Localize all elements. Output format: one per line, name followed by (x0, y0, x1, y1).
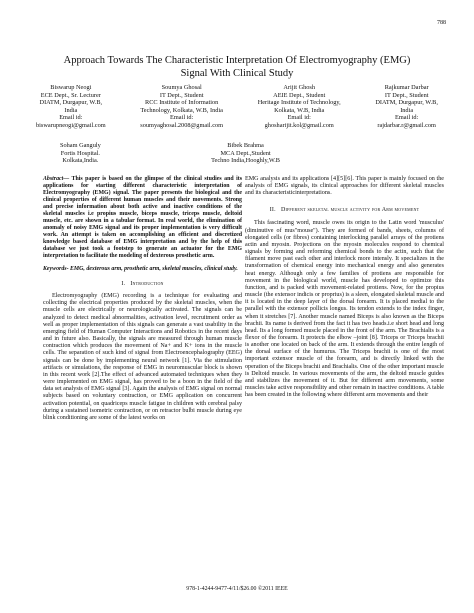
author-line: Techno India,Hooghly,W.B (211, 157, 280, 165)
author-line: Email id: (395, 114, 419, 122)
paper-title (40, 54, 434, 80)
author-line: Soumya Ghosal (161, 84, 202, 91)
author-line: Kolkata, W.B, India (274, 106, 325, 114)
author-email: ghosharijit.kol@gmail.com (264, 121, 334, 129)
author-line: India (64, 106, 78, 114)
section-1-number: I. (121, 281, 126, 287)
abstract (43, 176, 242, 260)
author-line: Soham Ganguly (60, 142, 101, 149)
author-line: AEIE Dept., Student (273, 91, 326, 99)
author-line: ECE Dept., Sr. Lecturer (40, 91, 101, 99)
author-line: Technology, Kolkata, W.B, India (140, 106, 223, 114)
author-email: soumyaghosal.2008@gmail.com (140, 121, 224, 129)
author-line: RCC Institute of Information (145, 99, 219, 107)
author-line: Rajkumar Darbar (384, 84, 429, 91)
section-2-body: This fascinating word, muscle owes its origin to the Latin word 'musculus' (diminutive of mus"mouse"). They are formed of bands, sheets, columns of elongated cells (or fibres) containing interlocking parallel arrays of the protiens actin and myosin. Projections on the myosin molecules respond to chemical signals by forming and reforming chemical bonds to the actin, such that the filament move past each other and interlock more intensly. It specializes in the transformation of chemical energy into mechanical energy and also generates heat energy. Although only a few families of protiens are responsible for movement in the biological world, muscle has developed to optimize this function, and is packed with movement-related protiens. Now, for the propius muscle (the extensor indicis or proprius) is a sleen, elongated skeletal muscle and it is located in the deep layer of the dorsal forearm. It is placed medial to the parallel with the extensor pollicis longus. Its tendon extends to the index finger, when it stretches [7]. Another muscle named Biceps is also known as the Biceps brachii. Its name is derived from the fact it has two heads.i.e short head and long head. Its a long formed muscle placed in the front of the arm. The Brachialis is a flexor of the forearm. It protects the elbow –joint [8]. Triceps or Triceps brachii is another one located on back of the arm. It extends through the entire length of the dorsal surface of the humurus. The Triceps brachii is one of the most important extensor muscle of the forearm, and is directly linked with the operation of the Biceps brachii and Brachialis. One of the other important muscle is Deltoid muscle. In various movements of the arm, the deltoid muscle guides and stabilizes the movement of it. But for different arm movements, some muscles take active responsibility and other remain in inactive conditions. A table has been created in the following where different arm movements and their (245, 220, 445, 399)
author-block-row-1 (36, 84, 438, 130)
section-1-body: Electromyography (EMG) recording is a technique for evaluating and collecting the electrical properties produced by the skeletal muscles, when the muscle cells are electrically or neurologically activated. The signals can be analyzed to detect medical abnormalities, activation level, recruitment order as well as proper implementation of this signals can generate a vast usability in the emerging field of Human Computer Interactions and Robotics in the recent days and in future also. Basically, the signals are measured through human muscle contraction which produces the movement of Na+ and K+ ions in the muscle cells. The separation of such kind of signal from Electroencephalography (EEG) signals can be done by implementing neural network [1]. Via the stimulation artifacts or simulations, the response of EMG in neuromuscular block is shown in this recent work [2].The effect of advanced automated techniques when they were implemented on EMG signal, has proved to be a boon in the field of the data set analysis of EMG signal [3]. Again the analysis of EMG signal on normal subjects based on voluntary contraction, or EMG application on concurrent activation potential, on quadriceps muscle fatigue in children with cerebral palsy during a sustained isometric contraction, or on retractor bulbi muscle during eye blink conditioning are some of the latest works on (43, 293, 242, 421)
keywords: Keywords- EMG, dexterous arm, prosthetic arm, skeletal muscles, clinical study. (43, 266, 238, 272)
author-line: Email id: (59, 114, 83, 122)
author-4 (375, 84, 438, 130)
author-email: rajdarbar.r@gmail.com (377, 121, 436, 129)
author-line: Bibek Brahma (227, 142, 264, 149)
intro-continuation: EMG analysis and its applications [4][5][6]. This paper is mainly focused on the analysis of EMG signals, its clinical approaches for different skeletal muscles and its characteristicinterpretations. (245, 176, 444, 197)
author-1 (36, 84, 106, 130)
author-line: Arijit Ghosh (283, 84, 316, 91)
section-2-number: II. (269, 207, 276, 214)
author-3 (258, 84, 341, 130)
section-1-heading (43, 281, 242, 288)
title-line-2: Signal With Clinical Study (180, 68, 294, 79)
abstract-label: Abstract— (43, 176, 70, 182)
author-email: biswarupneogi@gmail.com (36, 121, 106, 129)
section-1-title: Introduction (130, 281, 164, 287)
author-line: Biswarup Neogi (50, 84, 92, 91)
author-line: MCA Dept.,Student (220, 149, 271, 157)
section-2-title: Different skeletal muscle activity for Arm movement (280, 207, 420, 214)
author-block-row-2 (60, 142, 280, 165)
author-line: Email id: (287, 114, 311, 122)
author-line: IT Dept., Student (159, 91, 204, 99)
author-6 (211, 142, 280, 165)
author-line: Heritage Institute of Technology, (257, 99, 341, 107)
section-2-heading (251, 207, 438, 214)
abstract-text: This paper is based on the glimpse of the clinical studies and its applications for starting different characteristic interpretation of Electromyography (EMG) signal. The paper presents the biological and the clinical properties of different human muscles and their movements. Strong and precise information about both active and inactive conditions of the skeletal muscles i.e propius muscle, biceps muscle, triceps muscle, deltoid muscle, etc. are shown in a tabular format. In real world, the elimination of anomaly of noisy EMG signal and its proper implementation is very difficult work. An attempt is taken on accomplishing an efficient and discretized knowledge based database of EMG interpretation and by the help of this database we just took a footstep to generate an actuator for the EMG interpretation to facilitate the modeling of dexterous prosthetic arm. (43, 176, 242, 259)
author-line: Email id: (170, 114, 194, 122)
author-2 (140, 84, 223, 130)
author-5 (60, 142, 101, 165)
right-column (245, 176, 444, 399)
author-line: India (400, 106, 414, 114)
copyright-footer: 978-1-4244-9477-4/11/$26.00 ©2011 IEEE (186, 586, 288, 592)
page-number: 788 (437, 20, 446, 26)
author-line: DIATM, Durgapur, W.B, (39, 99, 103, 107)
author-line: DIATM, Durgapur, W.B, (375, 99, 438, 107)
left-column (43, 176, 242, 422)
author-line: Kolkata,India. (62, 157, 99, 165)
title-line-1: Approach Towards The Characteristic Interpretation Of Electromyography (EMG) (63, 55, 411, 66)
author-line: Fortis Hospital. (60, 149, 100, 157)
author-line: IT Dept., Student (384, 91, 429, 99)
